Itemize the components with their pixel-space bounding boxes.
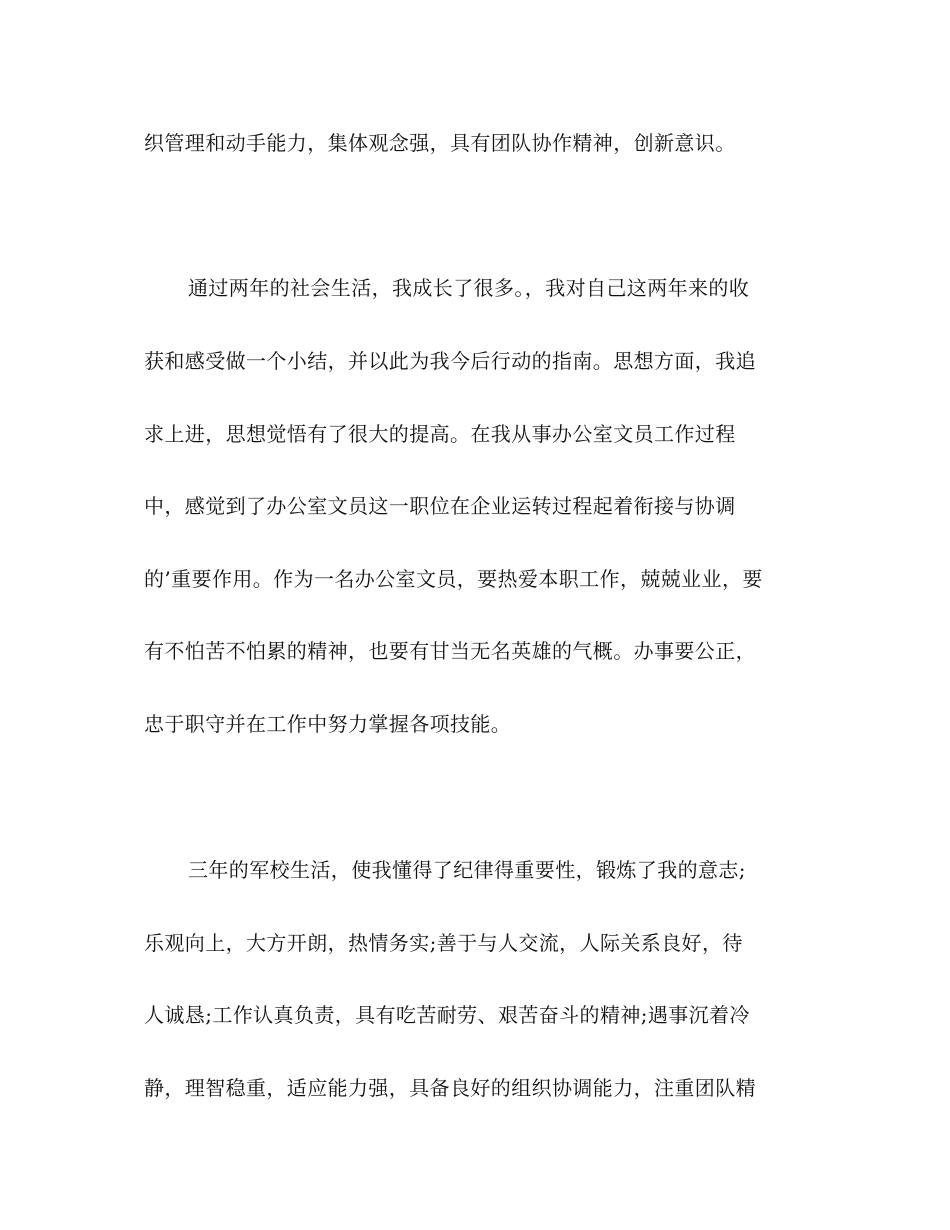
paragraph-2-line-3: 求上进，思想觉悟有了很大的提高。在我从事办公室文员工作过程 xyxy=(144,422,736,446)
paragraph-3-line-1: 三年的军校生活，使我懂得了纪律得重要性，锻炼了我的意志; xyxy=(188,858,746,882)
paragraph-2-line-5: 的’重要作用。作为一名办公室文员，要热爱本职工作，兢兢业业，要 xyxy=(144,567,763,591)
paragraph-2-line-4: 中，感觉到了办公室文员这一职位在企业运转过程起着衔接与协调 xyxy=(144,494,736,518)
paragraph-2-line-6: 有不怕苦不怕累的精神，也要有甘当无名英雄的气概。办事要公正， xyxy=(144,639,756,663)
paragraph-1-line-1: 织管理和动手能力，集体观念强，具有团队协作精神，创新意识。 xyxy=(144,131,736,155)
paragraph-2-line-1: 通过两年的社会生活，我成长了很多。，我对自己这两年来的收 xyxy=(188,276,750,300)
paragraph-3-line-3: 人诚恳;工作认真负责，具有吃苦耐劳、艰苦奋斗的精神;遇事沉着冷 xyxy=(144,1003,750,1027)
paragraph-3-line-4: 静，理智稳重，适应能力强，具备良好的组织协调能力，注重团队精 xyxy=(144,1076,756,1100)
paragraph-2-line-2: 获和感受做一个小结，并以此为我今后行动的指南。思想方面，我追 xyxy=(144,349,756,373)
paragraph-3-line-2: 乐观向上，大方开朗，热情务实;善于与人交流，人际关系良好，待 xyxy=(144,931,743,955)
paragraph-2-line-7: 忠于职守并在工作中努力掌握各项技能。 xyxy=(144,712,512,736)
